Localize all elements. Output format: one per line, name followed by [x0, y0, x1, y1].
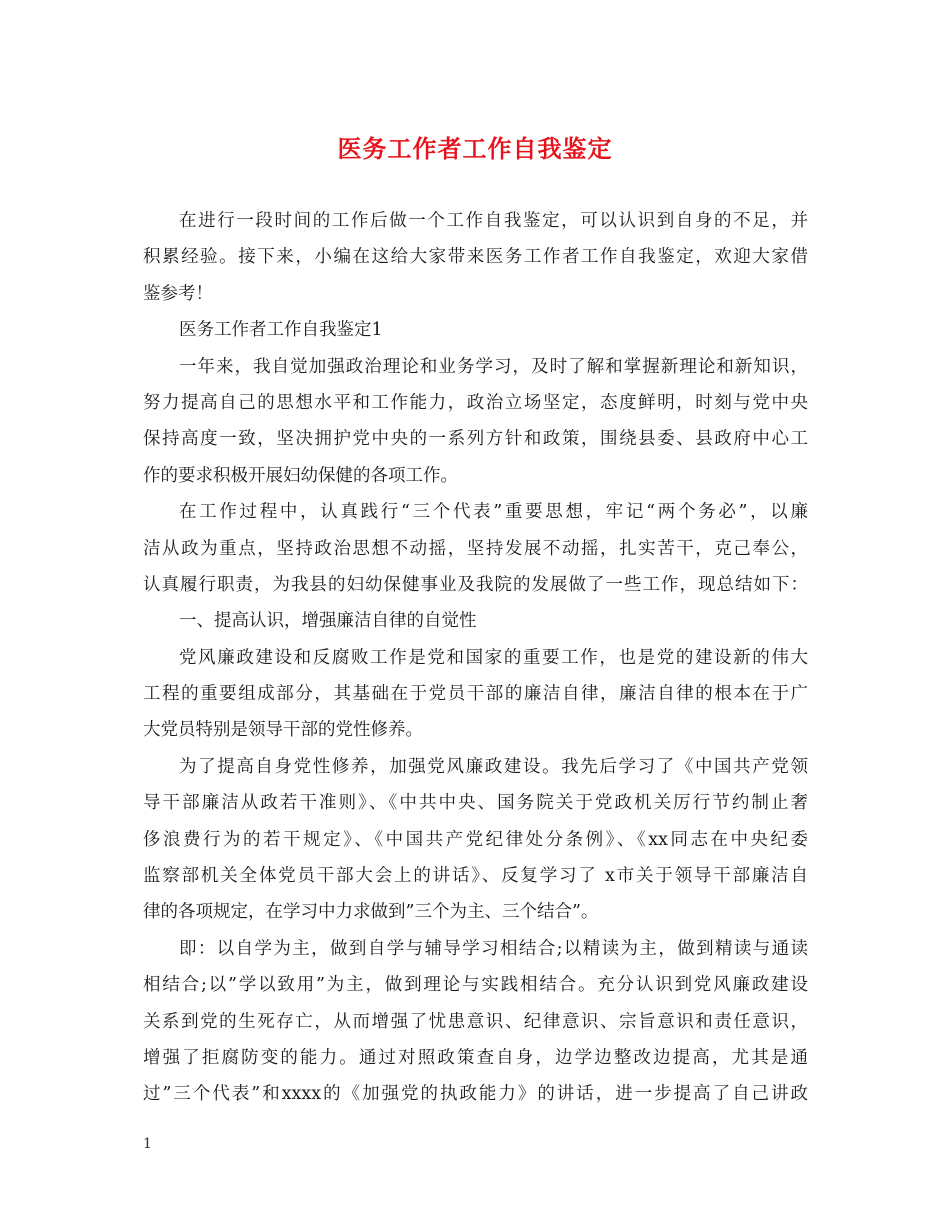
text-line: 监察部机关全体党员干部大会上的讲话》、反复学习了 x市关于领导干部廉洁自: [143, 866, 808, 887]
text-line: 导干部廉洁从政若干准则》、《中共中央、国务院关于党政机关厉行节约制止奢: [143, 793, 808, 814]
text-line: 一年来，我自觉加强政治理论和业务学习，及时了解和掌握新理论和新知识，: [179, 356, 808, 377]
text-line: 工程的重要组成部分，其基础在于党员干部的廉洁自律，廉洁自律的根本在于广: [143, 684, 808, 705]
text-line: 保持高度一致，坚决拥护党中央的一系列方针和政策，围绕县委、县政府中心工: [143, 429, 808, 450]
document-body: [143, 203, 808, 1113]
text-line: 洁从政为重点，坚持政治思想不动摇，坚持发展不动摇，扎实苦干，克己奉公，: [143, 538, 808, 559]
text-line: 增强了拒腐防变的能力。通过对照政策查自身，边学边整改边提高，尤其是通: [143, 1047, 808, 1068]
text-line: 相结合;以”学以致用”为主，做到理论与实践相结合。充分认识到党风廉政建设: [143, 975, 808, 996]
text-line: 党风廉政建设和反腐败工作是党和国家的重要工作，也是党的建设新的伟大: [179, 647, 808, 668]
text-line: 努力提高自己的思想水平和工作能力，政治立场坚定，态度鲜明，时刻与党中央: [143, 392, 808, 413]
text-line: 大党员特别是领导干部的党性修养。: [143, 720, 423, 741]
text-line: 在进行一段时间的工作后做一个工作自我鉴定，可以认识到自身的不足，并: [179, 211, 808, 231]
text-line: 过”三个代表”和xxxx的《加强党的执政能力》的讲话，进一步提高了自己讲政: [143, 1084, 808, 1105]
text-line: 为了提高自身党性修养，加强党风廉政建设。我先后学习了《中国共产党领: [179, 756, 808, 777]
text-line: 在工作过程中，认真践行“三个代表”重要思想，牢记“两个务必”，以廉: [179, 502, 808, 523]
text-line: 认真履行职责，为我县的妇幼保健事业及我院的发展做了一些工作，现总结如下：: [143, 574, 808, 595]
text-line: 关系到党的生死存亡，从而增强了忧患意识、纪律意识、宗旨意识和责任意识，: [143, 1011, 808, 1032]
text-line: 律的各项规定，在学习中力求做到”三个为主、三个结合”。: [143, 902, 599, 923]
text-line: 即：以自学为主，做到自学与辅导学习相结合;以精读为主，做到精读与通读: [179, 938, 808, 959]
text-line: 一、提高认识，增强廉洁自律的自觉性: [179, 611, 477, 632]
text-line: 鉴参考！: [143, 283, 213, 304]
text-line: 医务工作者工作自我鉴定1: [179, 320, 383, 341]
page-title: 医务工作者工作自我鉴定: [337, 134, 613, 163]
text-line: 侈浪费行为的若干规定》、《中国共产党纪律处分条例》、《xx同志在中央纪委: [143, 829, 808, 850]
text-line: 作的要求积极开展妇幼保健的各项工作。: [143, 465, 458, 486]
page-number: 1: [143, 1136, 152, 1152]
text-line: 积累经验。接下来，小编在这给大家带来医务工作者工作自我鉴定，欢迎大家借: [143, 247, 808, 268]
